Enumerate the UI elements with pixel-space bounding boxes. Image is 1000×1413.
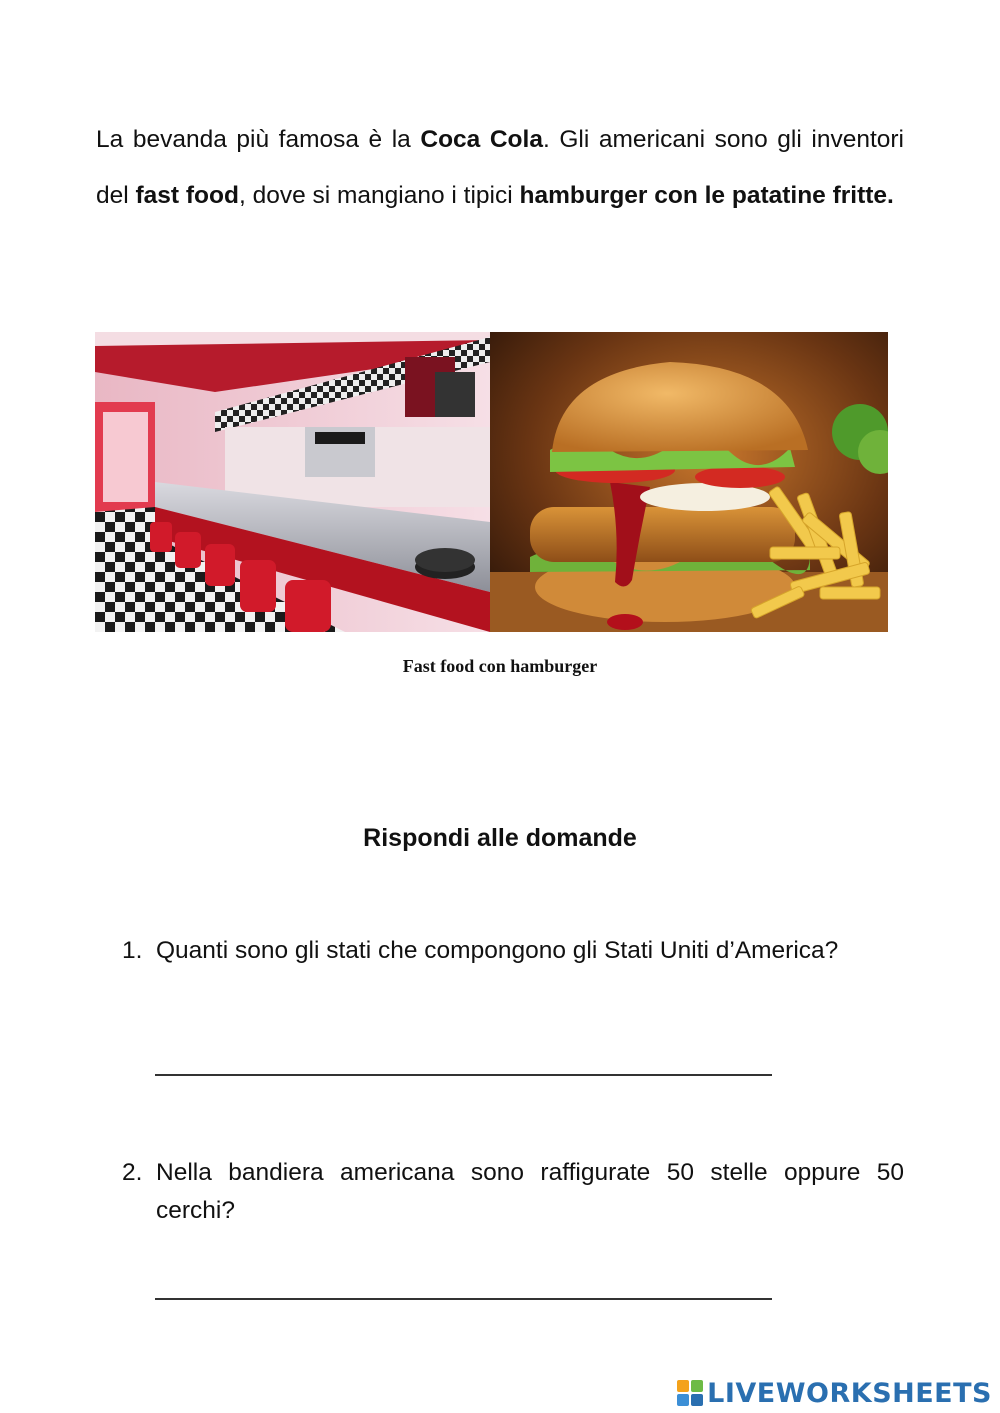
answer-line-2[interactable] [155, 1298, 772, 1300]
intro-paragraph [96, 112, 904, 224]
question-2 [122, 1154, 904, 1230]
answer-line-1[interactable] [155, 1074, 772, 1076]
diner-photo [95, 332, 490, 632]
intro-bold-hamburger: hamburger con le patatine fritte. [519, 182, 894, 209]
liveworksheets-mark-icon [677, 1380, 703, 1406]
section-title: Rispondi alle domande [363, 824, 637, 852]
intro-bold-coca-cola: Coca Cola [420, 126, 543, 153]
intro-text-2: . Gli americani sono gli inventori del [96, 126, 904, 209]
question-text: Nella bandiera americana sono raffigurate 50 stelle oppure 50 cerchi? [156, 1159, 904, 1224]
liveworksheets-logo [677, 1376, 992, 1410]
question-number: 2. [122, 1159, 143, 1186]
image-caption: Fast food con hamburger [402, 656, 598, 676]
question-1 [122, 932, 904, 970]
question-text: Quanti sono gli stati che compongono gli Stati Uniti d’America? [156, 937, 839, 964]
intro-bold-fast-food: fast food [135, 182, 239, 209]
question-number: 1. [122, 937, 143, 964]
burger-illustration [490, 332, 888, 632]
intro-text-1: La bevanda più famosa è la [96, 126, 421, 153]
logo-text: LIVEWORKSHEETS [707, 1377, 992, 1409]
diner-illustration [95, 332, 490, 632]
intro-text-3: , dove si mangiano i tipici [238, 182, 520, 209]
burger-photo [490, 332, 888, 632]
